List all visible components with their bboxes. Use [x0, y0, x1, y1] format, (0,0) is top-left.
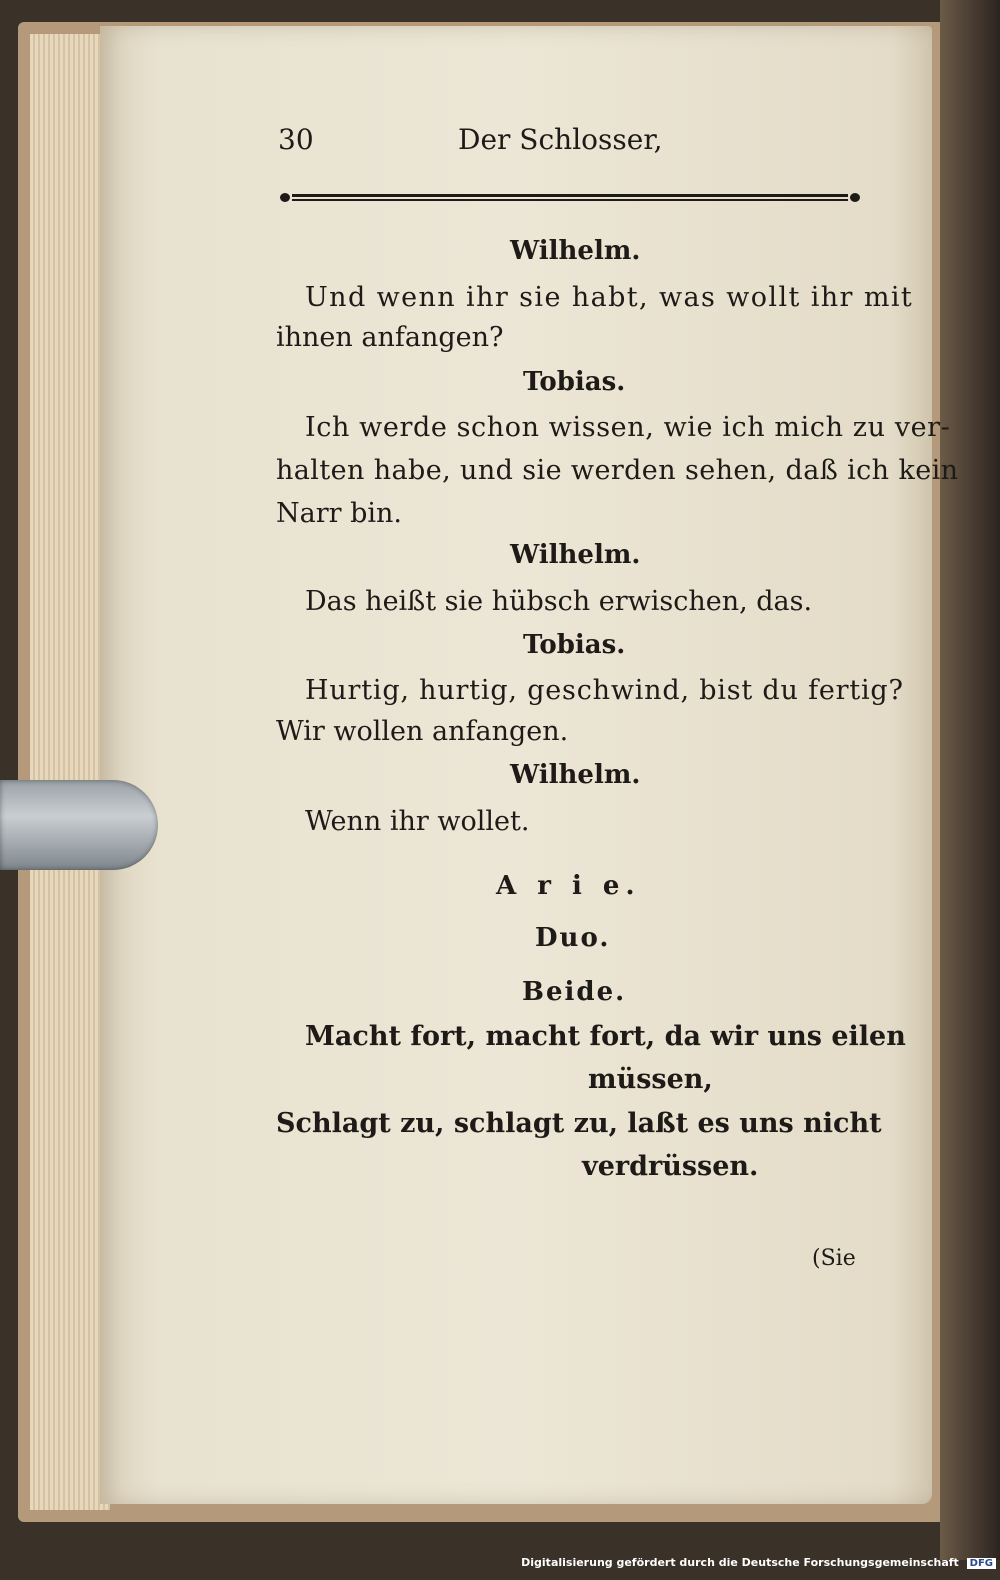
duo-heading: Duo.	[535, 923, 611, 953]
dialogue-line: Und wenn ihr sie habt, was wollt ihr mit	[305, 282, 914, 313]
page-clip	[0, 780, 158, 870]
speaker-tobias: Tobias.	[523, 630, 626, 660]
verse-line: Macht fort, macht fort, da wir uns eilen	[305, 1021, 906, 1052]
dfg-logo: DFG	[967, 1558, 996, 1569]
verse-line: Schlagt zu, schlagt zu, laßt es uns nicht	[276, 1108, 882, 1139]
book-right-cover	[940, 0, 1000, 1560]
dialogue-line: Narr bin.	[276, 498, 403, 529]
dialogue-line: Wir wollen anfangen.	[276, 716, 569, 747]
catchword: (Sie	[812, 1246, 856, 1271]
speaker-tobias: Tobias.	[523, 367, 626, 397]
page-number: 30	[278, 123, 314, 156]
dialogue-line: Hurtig, hurtig, geschwind, bist du fertig?	[305, 675, 904, 706]
running-title: Der Schlosser,	[458, 123, 663, 156]
verse-line: müssen,	[588, 1064, 713, 1095]
aria-heading: A r i e.	[496, 871, 641, 901]
verse-line: verdrüssen.	[582, 1151, 759, 1182]
ornamental-rule	[280, 192, 860, 204]
dialogue-line: halten habe, und sie werden sehen, daß ich kein	[276, 455, 959, 486]
credit-text: Digitalisierung gefördert durch die Deutsche Forschungsgemeinschaft	[521, 1556, 959, 1569]
page-edges	[30, 34, 110, 1510]
digitization-credit	[521, 1556, 996, 1569]
dialogue-line: Wenn ihr wollet.	[305, 806, 530, 837]
dialogue-line: Ich werde schon wissen, wie ich mich zu ver-	[305, 412, 951, 443]
dialogue-line: Das heißt sie hübsch erwischen, das.	[305, 586, 813, 617]
speaker-wilhelm: Wilhelm.	[510, 540, 641, 570]
speaker-beide: Beide.	[522, 977, 627, 1007]
dialogue-line: ihnen anfangen?	[276, 322, 504, 353]
speaker-wilhelm: Wilhelm.	[510, 760, 641, 790]
speaker-wilhelm: Wilhelm.	[510, 236, 641, 266]
